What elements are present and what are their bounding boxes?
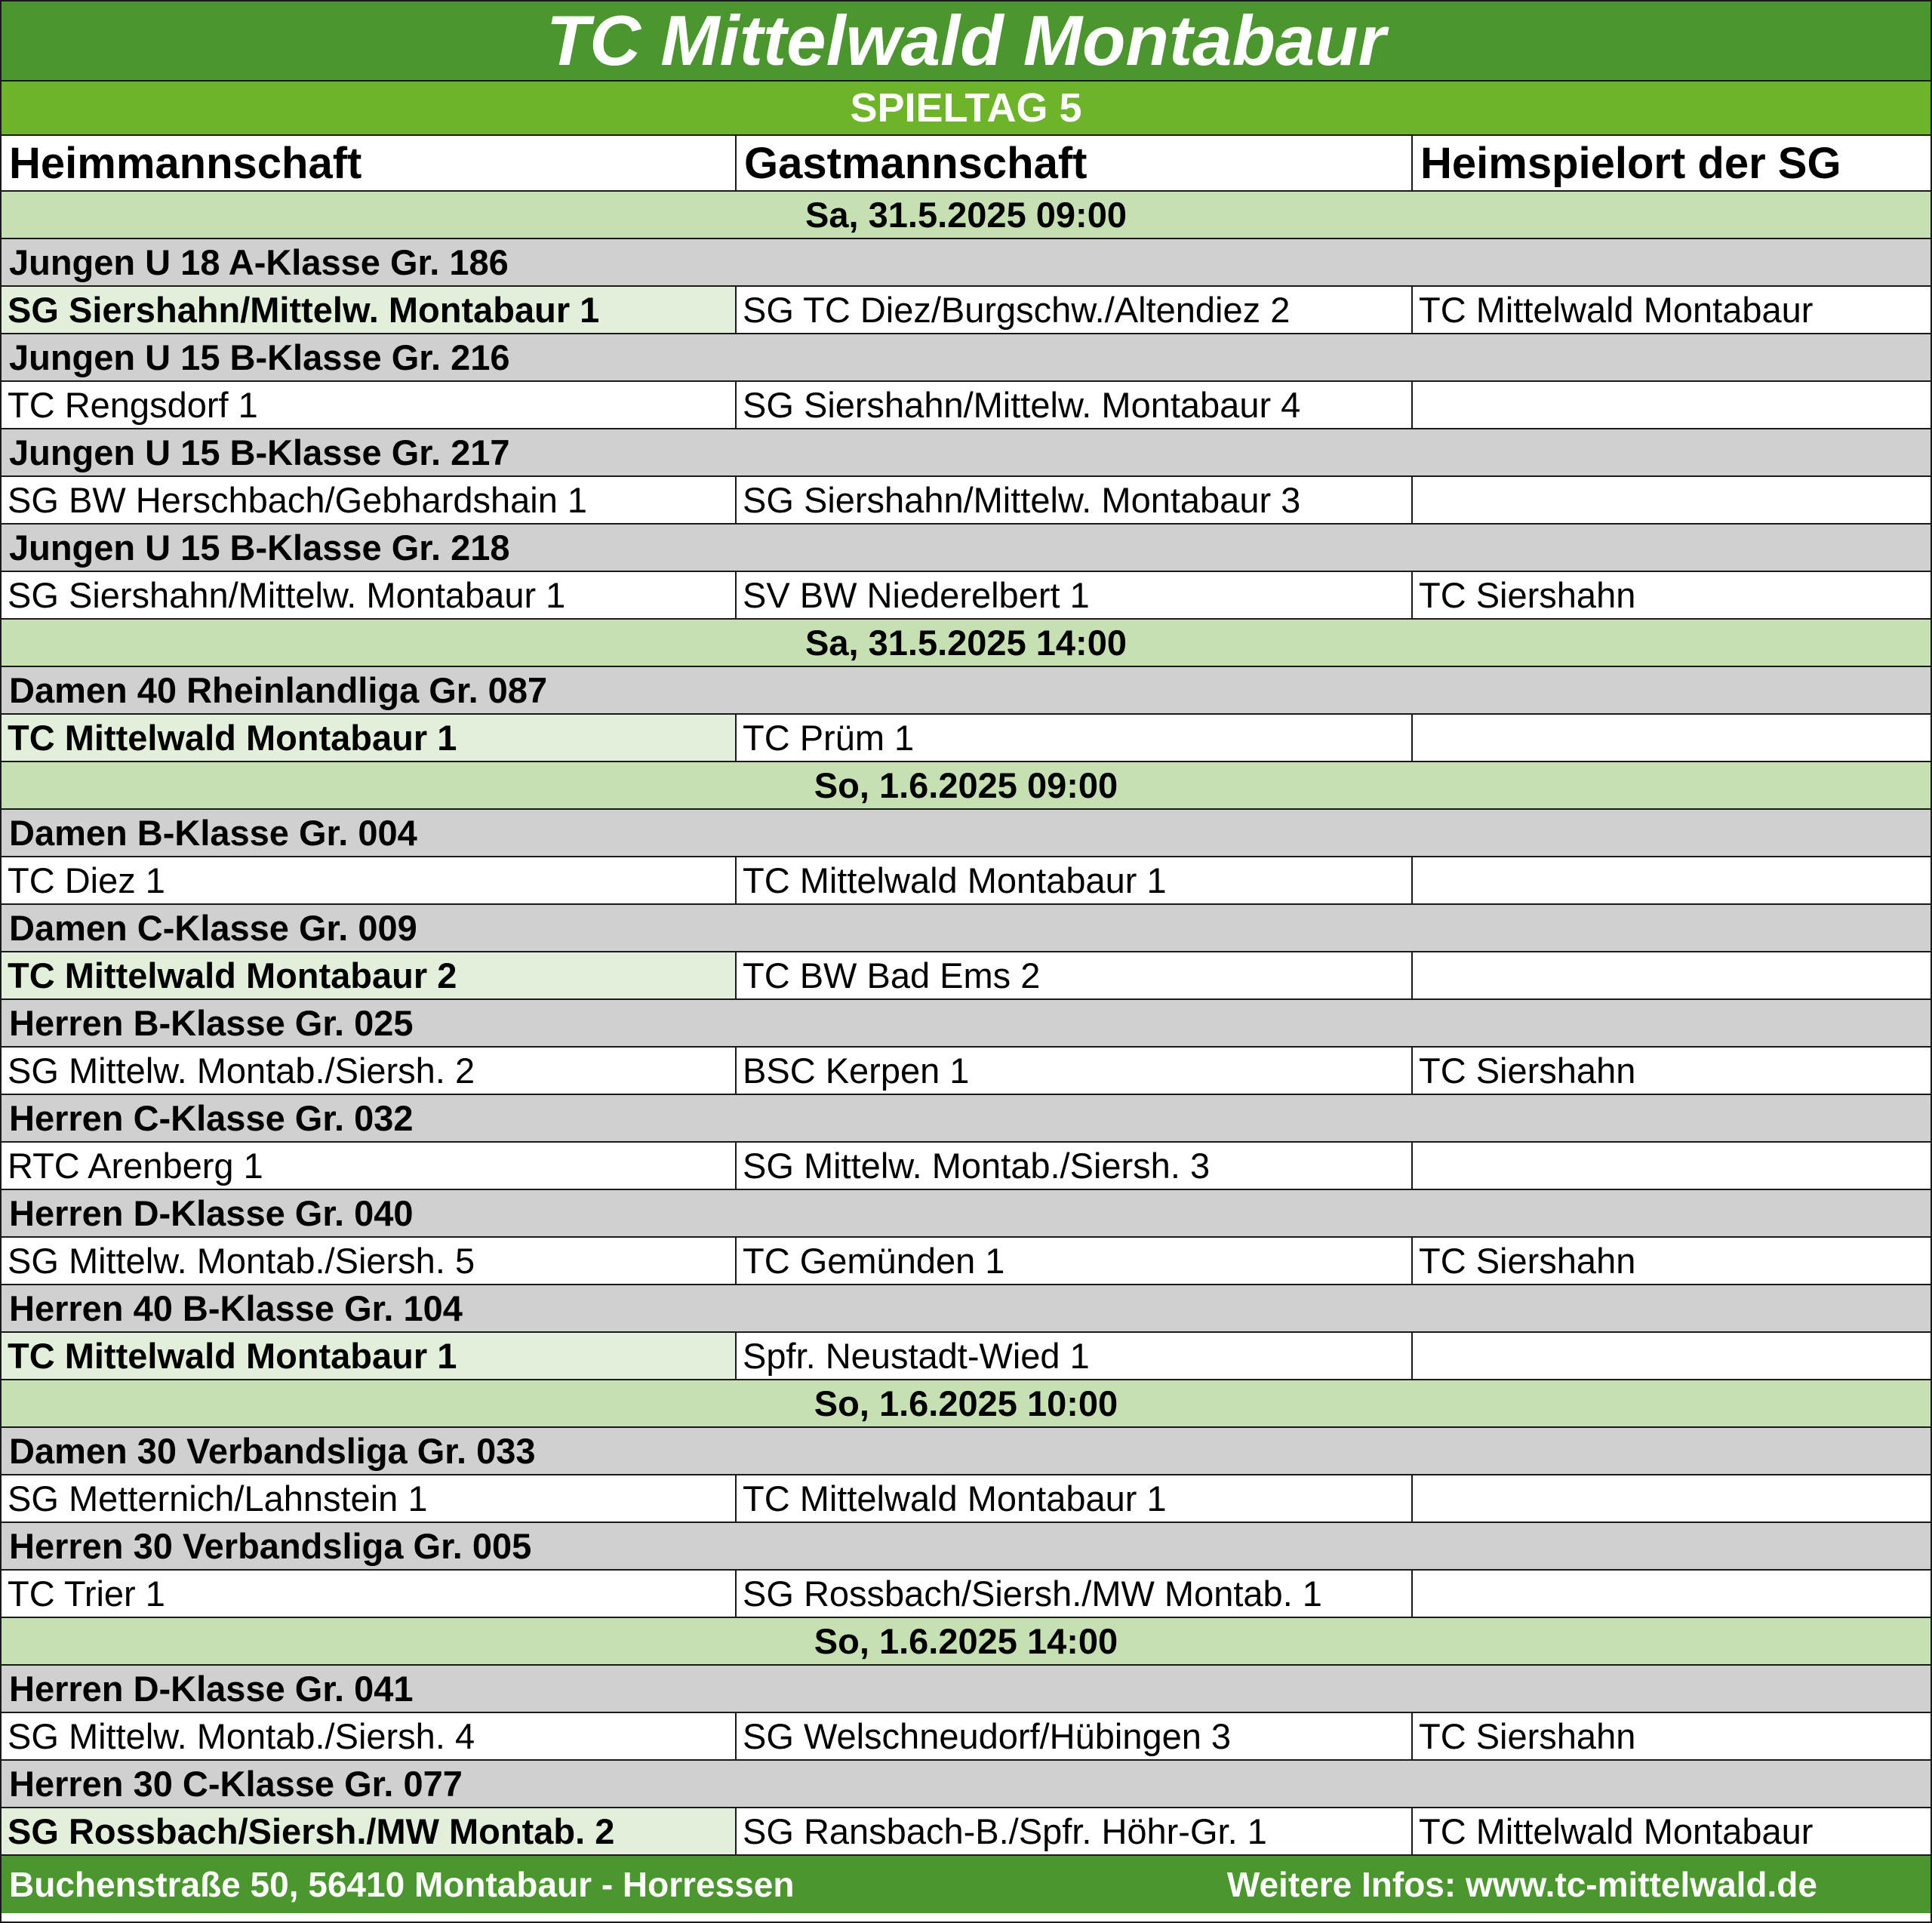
league-row: Herren D-Klasse Gr. 040 (2, 1190, 1930, 1238)
league-row: Jungen U 15 B-Klasse Gr. 218 (2, 525, 1930, 572)
match-row (2, 1808, 1930, 1856)
league-row: Herren C-Klasse Gr. 032 (2, 1095, 1930, 1143)
home-team-cell: SG Rossbach/Siersh./MW Montab. 2 (2, 1808, 737, 1854)
home-team-cell: TC Mittelwald Montabaur 1 (2, 715, 737, 761)
guest-team-cell: TC Prüm 1 (737, 715, 1413, 761)
guest-team-cell: TC Mittelwald Montabaur 1 (737, 1475, 1413, 1521)
league-row: Jungen U 15 B-Klasse Gr. 216 (2, 334, 1930, 382)
match-row (2, 857, 1930, 905)
venue-cell (1413, 1571, 1930, 1617)
venue-cell (1413, 382, 1930, 428)
venue-cell (1413, 1475, 1930, 1521)
guest-team-cell: BSC Kerpen 1 (737, 1048, 1413, 1094)
venue-cell: TC Siershahn (1419, 1716, 1636, 1756)
home-team-cell: SG BW Herschbach/Gebhardshain 1 (2, 477, 737, 523)
league-row: Damen 30 Verbandsliga Gr. 033 (2, 1428, 1930, 1475)
guest-team-cell: TC Gemünden 1 (737, 1238, 1413, 1284)
matchday-subtitle: SPIELTAG 5 (2, 82, 1930, 136)
venue-cell (1413, 1333, 1930, 1379)
home-team-cell: SG Mittelw. Montab./Siersh. 4 (2, 1713, 737, 1759)
league-row: Herren 30 C-Klasse Gr. 077 (2, 1761, 1930, 1808)
date-row: So, 1.6.2025 09:00 (2, 762, 1930, 810)
league-row: Damen C-Klasse Gr. 009 (2, 905, 1930, 952)
match-row (2, 1333, 1930, 1380)
league-row: Herren 40 B-Klasse Gr. 104 (2, 1285, 1930, 1333)
venue-cell: TC Siershahn (1419, 1051, 1636, 1091)
home-team-cell: SG Siershahn/Mittelw. Montabaur 1 (2, 572, 737, 618)
league-row: Herren D-Klasse Gr. 041 (2, 1666, 1930, 1713)
venue-cell: TC Siershahn (1419, 1241, 1636, 1281)
guest-team-cell: TC Mittelwald Montabaur 1 (737, 857, 1413, 903)
header-home-team: Heimmannschaft (2, 136, 737, 190)
league-row: Damen 40 Rheinlandliga Gr. 087 (2, 667, 1930, 715)
footer (2, 1856, 1930, 1913)
league-row: Damen B-Klasse Gr. 004 (2, 810, 1930, 857)
venue-cell: TC Mittelwald Montabaur (1419, 1811, 1814, 1851)
match-row (2, 287, 1930, 334)
header-venue: Heimspielort der SG (1420, 138, 1841, 188)
date-row: Sa, 31.5.2025 09:00 (2, 192, 1930, 239)
league-row: Herren B-Klasse Gr. 025 (2, 1000, 1930, 1048)
schedule-rows (2, 192, 1930, 1856)
guest-team-cell: SG Ransbach-B./Spfr. Höhr-Gr. 1 (737, 1808, 1413, 1854)
home-team-cell: TC Trier 1 (2, 1571, 737, 1617)
guest-team-cell: TC BW Bad Ems 2 (737, 952, 1413, 998)
venue-cell (1413, 477, 1930, 523)
match-row (2, 382, 1930, 429)
home-team-cell: TC Rengsdorf 1 (2, 382, 737, 428)
venue-cell (1413, 857, 1930, 903)
home-team-cell: SG Mittelw. Montab./Siersh. 2 (2, 1048, 737, 1094)
match-row (2, 477, 1930, 525)
home-team-cell: SG Metternich/Lahnstein 1 (2, 1475, 737, 1521)
match-row (2, 572, 1930, 620)
match-row (2, 1048, 1930, 1095)
home-team-cell: TC Mittelwald Montabaur 2 (2, 952, 737, 998)
guest-team-cell: SG Welschneudorf/Hübingen 3 (737, 1713, 1413, 1759)
date-row: So, 1.6.2025 10:00 (2, 1380, 1930, 1428)
home-team-cell: TC Mittelwald Montabaur 1 (2, 1333, 737, 1379)
guest-team-cell: SG Siershahn/Mittelw. Montabaur 3 (737, 477, 1413, 523)
league-row: Jungen U 15 B-Klasse Gr. 217 (2, 429, 1930, 477)
match-row (2, 1475, 1930, 1523)
league-row: Herren 30 Verbandsliga Gr. 005 (2, 1523, 1930, 1571)
guest-team-cell: SG Mittelw. Montab./Siersh. 3 (737, 1143, 1413, 1189)
home-team-cell: SG Mittelw. Montab./Siersh. 5 (2, 1238, 737, 1284)
venue-cell (1413, 1143, 1930, 1189)
match-row (2, 1571, 1930, 1618)
page-title: TC Mittelwald Montabaur (2, 2, 1930, 82)
guest-team-cell: SV BW Niederelbert 1 (737, 572, 1413, 618)
header-guest-team: Gastmannschaft (737, 136, 1413, 190)
guest-team-cell: Spfr. Neustadt-Wied 1 (737, 1333, 1413, 1379)
match-row (2, 1143, 1930, 1190)
date-row: So, 1.6.2025 14:00 (2, 1618, 1930, 1666)
table-header (2, 136, 1930, 192)
match-row (2, 715, 1930, 762)
guest-team-cell: SG Rossbach/Siersh./MW Montab. 1 (737, 1571, 1413, 1617)
guest-team-cell: SG TC Diez/Burgschw./Altendiez 2 (737, 287, 1413, 333)
match-row (2, 1713, 1930, 1761)
home-team-cell: TC Diez 1 (2, 857, 737, 903)
guest-team-cell: SG Siershahn/Mittelw. Montabaur 4 (737, 382, 1413, 428)
match-row (2, 952, 1930, 1000)
home-team-cell: SG Siershahn/Mittelw. Montabaur 1 (2, 287, 737, 333)
footer-address: Buchenstraße 50, 56410 Montabaur - Horressen (9, 1865, 795, 1904)
venue-cell (1413, 715, 1930, 761)
footer-info-link[interactable]: Weitere Infos: www.tc-mittelwald.de (1226, 1865, 1817, 1904)
venue-cell (1413, 952, 1930, 998)
home-team-cell: RTC Arenberg 1 (2, 1143, 737, 1189)
venue-cell: TC Mittelwald Montabaur (1419, 290, 1814, 330)
match-row (2, 1238, 1930, 1285)
league-row: Jungen U 18 A-Klasse Gr. 186 (2, 239, 1930, 287)
venue-cell: TC Siershahn (1419, 575, 1636, 615)
date-row: Sa, 31.5.2025 14:00 (2, 620, 1930, 667)
